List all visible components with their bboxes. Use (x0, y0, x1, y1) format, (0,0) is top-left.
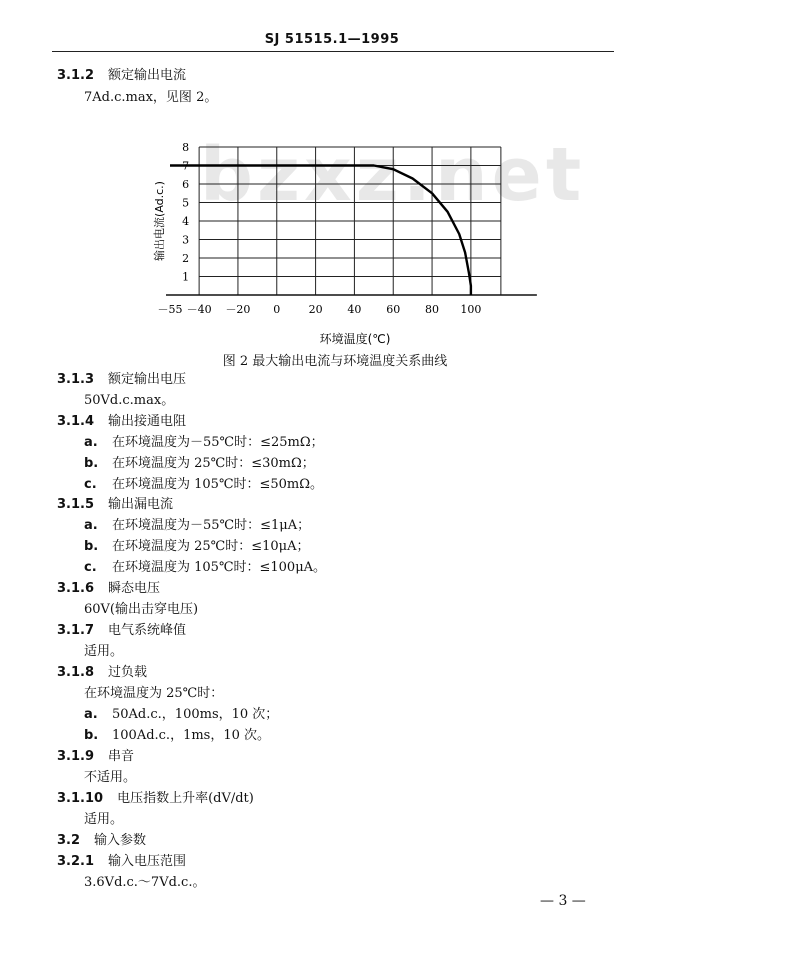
section-3-2-1-heading (57, 854, 186, 870)
x-tick-label: 0 (273, 303, 281, 316)
y-tick-label: 5 (182, 196, 190, 210)
x-tick-label: 100 (460, 303, 482, 316)
section-3-1-10-body: 适用。 (84, 812, 124, 827)
list-item (84, 456, 315, 472)
section-title: 额定输出电压 (108, 372, 187, 387)
section-3-1-3-body: 50Vd.c.max。 (84, 393, 175, 408)
section-3-1-8-body: 在环境温度为 25℃时： (84, 686, 224, 701)
y-axis-title: 输出电流(Ad.c.) (153, 181, 167, 261)
y-tick-label: 1 (182, 270, 190, 284)
x-tick-label: 60 (386, 303, 401, 316)
section-number: 3.1.4 (57, 414, 95, 429)
section-number: 3.1.8 (57, 665, 95, 680)
list-marker: b. (84, 728, 99, 743)
section-number: 3.2 (57, 833, 81, 848)
list-item (84, 435, 324, 451)
section-number: 3.1.3 (57, 372, 95, 387)
section-title: 输出漏电流 (108, 497, 174, 512)
section-number: 3.1.10 (57, 791, 104, 806)
y-tick-label: 8 (182, 141, 190, 154)
list-marker: b. (84, 539, 99, 554)
list-item-text: 在环境温度为－55℃时：≤25mΩ； (112, 435, 324, 450)
x-tick-label: －40 (186, 303, 212, 316)
x-tick-label: －55 (157, 303, 183, 316)
list-marker: a. (84, 435, 98, 450)
list-item (84, 477, 323, 493)
header-rule (52, 51, 614, 52)
x-axis-title: 环境温度(℃) (319, 332, 391, 346)
list-item (84, 539, 310, 555)
section-title: 电压指数上升率(dV/dt) (117, 791, 254, 806)
section-3-1-7-body: 适用。 (84, 644, 124, 659)
section-3-1-2-body: 7Ad.c.max，见图 2。 (84, 90, 218, 105)
section-3-1-4-heading (57, 414, 186, 430)
list-item-text: 50Ad.c.，100ms，10 次； (112, 707, 279, 722)
section-3-1-9-body: 不适用。 (84, 770, 137, 785)
list-marker: c. (84, 560, 97, 575)
section-title: 串音 (108, 749, 135, 764)
figure-caption: 图 2 最大输出电流与环境温度关系曲线 (222, 354, 448, 369)
section-title: 输出接通电阻 (108, 414, 187, 429)
section-3-1-2-heading (57, 68, 186, 84)
y-tick-label: 3 (182, 233, 190, 247)
list-item-text: 在环境温度为 25℃时：≤10μA； (112, 539, 310, 554)
list-item-text: 在环境温度为 105℃时：≤50mΩ。 (112, 477, 324, 492)
y-tick-label: 2 (182, 252, 190, 265)
x-tick-label: 20 (308, 303, 323, 316)
section-title: 过负载 (108, 665, 148, 680)
list-item-text: 在环境温度为 25℃时：≤30mΩ； (112, 456, 315, 471)
x-tick-label: 80 (425, 303, 440, 316)
list-item (84, 728, 270, 744)
list-item-text: 在环境温度为－55℃时：≤1μA； (112, 518, 311, 533)
x-tick-label: －20 (225, 303, 251, 316)
section-3-2-heading (57, 833, 146, 849)
y-tick-label: 7 (182, 159, 190, 173)
section-3-1-6-heading (57, 581, 160, 597)
series-line (170, 166, 471, 296)
y-tick-label: 6 (182, 178, 190, 191)
section-number: 3.1.9 (57, 749, 95, 764)
section-3-2-1-body: 3.6Vd.c.～7Vd.c.。 (84, 875, 206, 890)
list-marker: a. (84, 518, 98, 533)
watermark: bzxz.net (200, 132, 586, 218)
section-number: 3.2.1 (57, 854, 95, 869)
x-tick-label: 40 (347, 303, 362, 316)
section-3-1-3-heading (57, 372, 186, 388)
section-number: 3.1.5 (57, 497, 95, 512)
chart-svg (110, 135, 550, 350)
section-title: 电气系统峰值 (108, 623, 187, 638)
current-temperature-chart (110, 135, 550, 350)
section-number: 3.1.7 (57, 623, 95, 638)
section-number: 3.1.6 (57, 581, 95, 596)
section-3-1-9-heading (57, 749, 134, 765)
list-item-text: 100Ad.c.，1ms，10 次。 (112, 728, 271, 743)
section-title: 输入参数 (94, 833, 147, 848)
list-marker: b. (84, 456, 99, 471)
section-3-1-10-heading (57, 791, 254, 807)
section-3-1-7-heading (57, 623, 186, 639)
section-title: 输入电压范围 (108, 854, 187, 869)
section-3-1-8-heading (57, 665, 147, 681)
section-3-1-5-heading (57, 497, 173, 513)
list-item-text: 在环境温度为 105℃时：≤100μA。 (112, 560, 327, 575)
list-marker: a. (84, 707, 98, 722)
list-item (84, 518, 310, 534)
document-code-header: SJ 51515.1—1995 (264, 32, 400, 47)
y-tick-label: 4 (182, 215, 190, 228)
page-number: — 3 — (540, 893, 586, 909)
section-number: 3.1.2 (57, 68, 95, 83)
section-title: 瞬态电压 (108, 581, 161, 596)
section-3-1-6-body: 60V(输出击穿电压) (84, 602, 199, 617)
list-item (84, 707, 278, 723)
list-item (84, 560, 326, 576)
section-title: 额定输出电流 (108, 68, 187, 83)
list-marker: c. (84, 477, 97, 492)
